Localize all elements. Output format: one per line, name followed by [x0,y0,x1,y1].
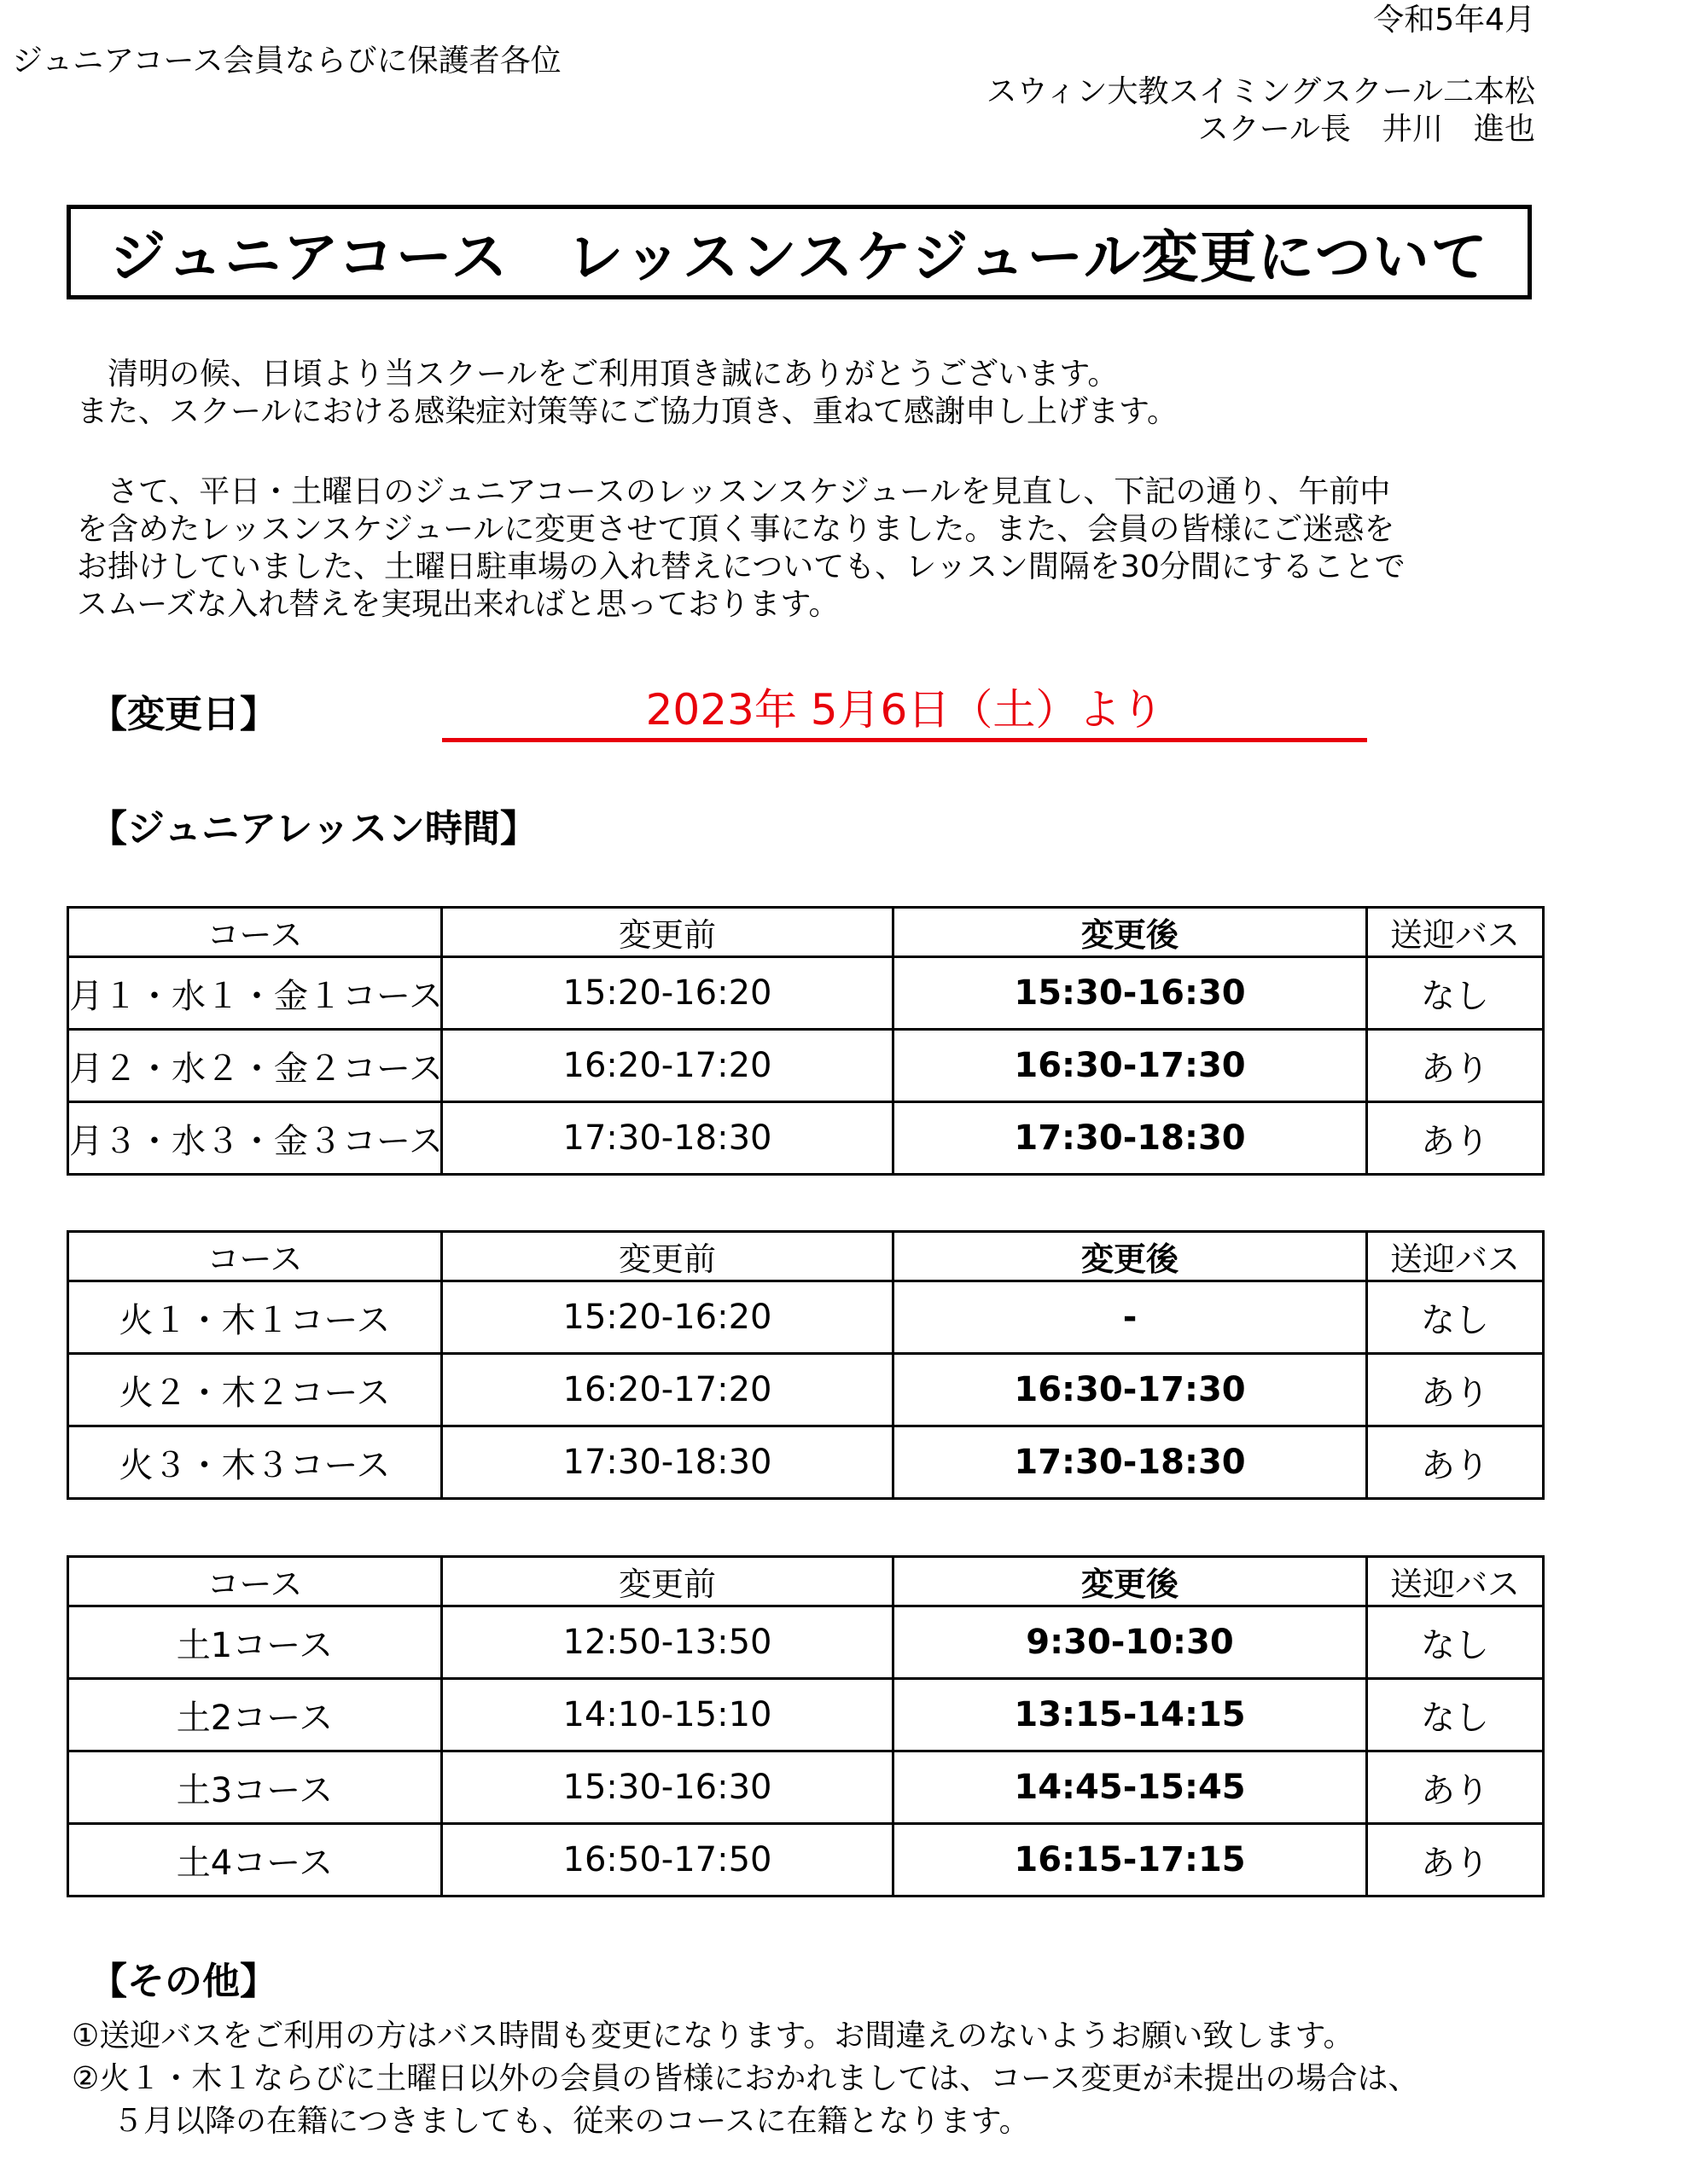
table-row [68,1354,1544,1426]
addressee: ジュニアコース会員ならびに保護者各位 [12,44,562,78]
title-box [67,205,1532,299]
change-date-value: 2023年 5月6日（土）より [442,682,1367,742]
table-row [68,1426,1544,1499]
table-row [68,1751,1544,1824]
cell-course: 土4コース [68,1824,442,1896]
cell-after: 13:15-14:15 [893,1679,1367,1751]
cell-after: 16:30-17:30 [893,1030,1367,1102]
cell-bus: あり [1367,1751,1544,1824]
cell-before: 12:50-13:50 [442,1606,893,1679]
cell-after: 17:30-18:30 [893,1426,1367,1499]
issue-date: 令和5年4月 [1373,3,1535,38]
body-line: また、スクールにおける感染症対策等にご協力頂き、重ねて感謝申し上げます。 [77,394,1179,429]
header-bus: 送迎バス [1367,908,1544,957]
cell-before: 14:10-15:10 [442,1679,893,1751]
change-date-label: 【変更日】 [90,693,277,736]
cell-course: 火１・木１コース [68,1281,442,1354]
cell-bus: あり [1367,1824,1544,1896]
cell-bus: あり [1367,1102,1544,1175]
cell-bus: なし [1367,1679,1544,1751]
body-line: 清明の候、日頃より当スクールをご利用頂き誠にありがとうございます。 [77,357,1119,392]
cell-before: 16:20-17:20 [442,1030,893,1102]
note-1: ①送迎バスをご利用の方はバス時間も変更になります。お間違えのないようお願い致します。 [72,2018,1354,2053]
notes [72,2015,1418,2143]
schedule-table-sat [67,1555,1545,1897]
letter-body [77,356,1545,624]
cell-course: 土3コース [68,1751,442,1824]
cell-bus: あり [1367,1030,1544,1102]
lesson-section-label: 【ジュニアレッスン時間】 [90,807,538,851]
cell-after: 16:15-17:15 [893,1824,1367,1896]
table-row [68,1679,1544,1751]
table-header-row [68,1557,1544,1606]
table-header-row [68,1232,1544,1281]
page-title: ジュニアコース レッスンスケジュール変更について [109,224,1489,290]
cell-before: 15:30-16:30 [442,1751,893,1824]
school-name: スウィン大教スイミングスクール二本松 [986,74,1535,109]
table-row [68,1606,1544,1679]
header-bus: 送迎バス [1367,1232,1544,1281]
cell-before: 16:20-17:20 [442,1354,893,1426]
cell-after: 14:45-15:45 [893,1751,1367,1824]
body-line: さて、平日・土曜日のジュニアコースのレッスンスケジュールを見直し、下記の通り、午前中 [77,474,1391,509]
cell-course: 土2コース [68,1679,442,1751]
table-row [68,1030,1544,1102]
note-2-continued: ５月以降の在籍につきましても、従来のコースに在籍となります。 [113,2104,1030,2139]
cell-bus: あり [1367,1354,1544,1426]
header-before: 変更前 [442,908,893,957]
cell-bus: なし [1367,1281,1544,1354]
schedule-table-mwf [67,906,1545,1176]
other-section-label: 【その他】 [90,1960,277,2003]
table-header-row [68,908,1544,957]
cell-course: 月１・水１・金１コース [68,957,442,1030]
header-before: 変更前 [442,1557,893,1606]
cell-after: 9:30-10:30 [893,1606,1367,1679]
sender-block [987,73,1535,148]
table-row [68,957,1544,1030]
cell-after: - [893,1281,1367,1354]
table-row [68,1824,1544,1896]
header-course: コース [68,1557,442,1606]
cell-before: 17:30-18:30 [442,1426,893,1499]
cell-course: 月２・水２・金２コース [68,1030,442,1102]
cell-course: 土1コース [68,1606,442,1679]
cell-before: 17:30-18:30 [442,1102,893,1175]
cell-course: 月３・水３・金３コース [68,1102,442,1175]
table-row [68,1281,1544,1354]
body-line: お掛けしていました、土曜日駐車場の入れ替えについても、レッスン間隔を30分間にすることで [77,549,1406,584]
cell-course: 火２・木２コース [68,1354,442,1426]
cell-bus: あり [1367,1426,1544,1499]
table-row [68,1102,1544,1175]
header-before: 変更前 [442,1232,893,1281]
header-course: コース [68,908,442,957]
cell-before: 16:50-17:50 [442,1824,893,1896]
body-line: を含めたレッスンスケジュールに変更させて頂く事になりました。また、会員の皆様にご迷惑を [77,512,1395,547]
header-after: 変更後 [893,908,1367,957]
schedule-table-tt [67,1230,1545,1500]
note-2: ②火１・木１ならびに土曜日以外の会員の皆様におかれましては、コース変更が未提出の場合は、 [72,2061,1419,2096]
header-after: 変更後 [893,1557,1367,1606]
cell-after: 17:30-18:30 [893,1102,1367,1175]
cell-after: 16:30-17:30 [893,1354,1367,1426]
cell-before: 15:20-16:20 [442,957,893,1030]
cell-bus: なし [1367,957,1544,1030]
cell-bus: なし [1367,1606,1544,1679]
header-after: 変更後 [893,1232,1367,1281]
body-line: スムーズな入れ替えを実現出来ればと思っております。 [77,587,840,622]
header-bus: 送迎バス [1367,1557,1544,1606]
principal-name: スクール長 井川 進也 [1197,112,1535,147]
cell-before: 15:20-16:20 [442,1281,893,1354]
cell-course: 火３・木３コース [68,1426,442,1499]
header-course: コース [68,1232,442,1281]
cell-after: 15:30-16:30 [893,957,1367,1030]
